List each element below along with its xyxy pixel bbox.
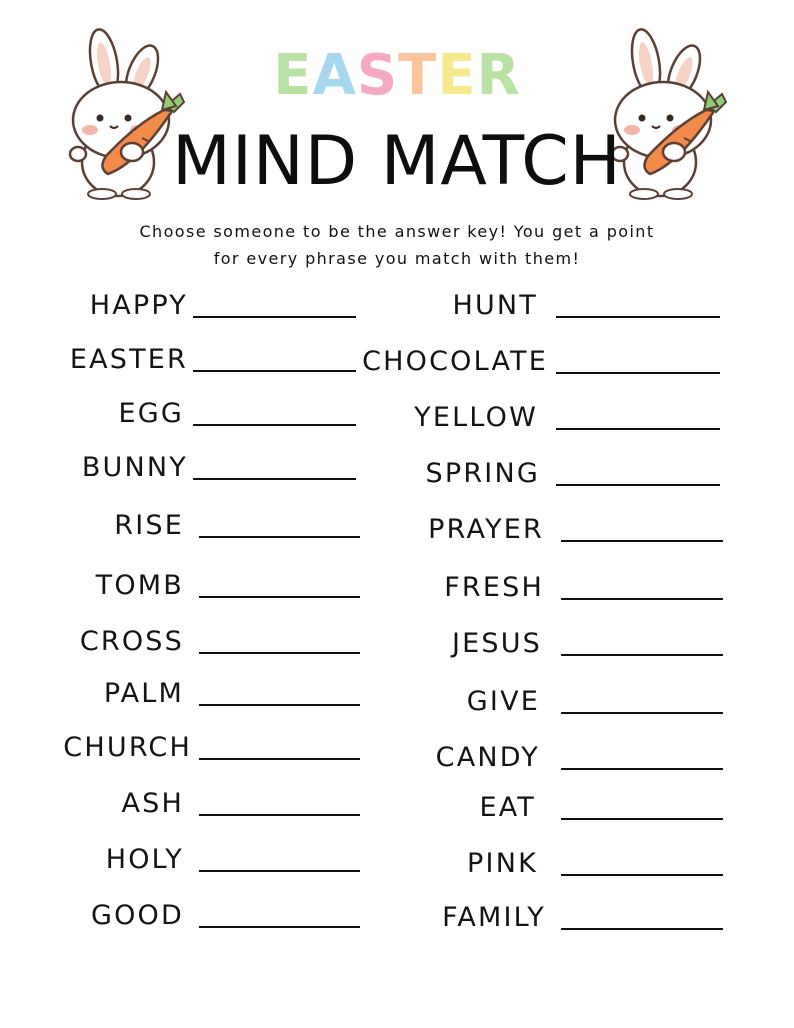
right-answer-blank[interactable] (556, 484, 720, 486)
left-answer-blank[interactable] (199, 704, 360, 706)
right-word: FAMILY (442, 902, 546, 933)
right-word: SPRING (425, 458, 540, 489)
left-word: RISE (114, 510, 184, 541)
left-word: PALM (103, 678, 184, 709)
left-answer-blank[interactable] (193, 424, 356, 426)
right-word: FRESH (444, 572, 544, 603)
right-answer-blank[interactable] (561, 540, 723, 542)
left-answer-blank[interactable] (199, 596, 360, 598)
easter-letter: S (356, 43, 399, 108)
left-word: ASH (121, 788, 184, 819)
right-answer-blank[interactable] (556, 372, 720, 374)
page-title: MIND MATCH (172, 122, 622, 201)
instructions-line-2: for every phrase you match with them! (213, 249, 581, 268)
right-answer-blank[interactable] (561, 654, 723, 656)
easter-letter: A (312, 43, 357, 108)
left-answer-blank[interactable] (193, 478, 356, 480)
instructions (0, 218, 794, 272)
easter-letter: E (437, 43, 477, 108)
right-word: GIVE (466, 686, 540, 717)
right-word: PINK (467, 848, 538, 879)
left-word: EASTER (69, 344, 188, 375)
right-answer-blank[interactable] (556, 428, 720, 430)
left-word: CROSS (79, 626, 184, 657)
left-answer-blank[interactable] (199, 758, 360, 760)
left-word: HOLY (105, 844, 184, 875)
right-word: CHOCOLATE (362, 346, 548, 377)
left-answer-blank[interactable] (199, 926, 360, 928)
instructions-line-1: Choose someone to be the answer key! You get a point (139, 222, 655, 241)
right-answer-blank[interactable] (561, 874, 723, 876)
left-word: TOMB (95, 570, 184, 601)
left-word: EGG (118, 398, 184, 429)
left-answer-blank[interactable] (199, 814, 360, 816)
right-answer-blank[interactable] (561, 712, 723, 714)
right-answer-blank[interactable] (561, 818, 723, 820)
right-word: YELLOW (414, 402, 538, 433)
right-word: EAT (479, 792, 536, 823)
left-answer-blank[interactable] (193, 316, 356, 318)
right-answer-blank[interactable] (561, 768, 723, 770)
left-answer-blank[interactable] (193, 370, 356, 372)
right-answer-blank[interactable] (561, 928, 723, 930)
right-word: JESUS (451, 628, 542, 659)
left-answer-blank[interactable] (199, 870, 360, 872)
easter-letter: R (476, 43, 521, 108)
right-word: PRAYER (428, 514, 544, 545)
left-answer-blank[interactable] (199, 652, 360, 654)
easter-title (0, 44, 794, 108)
right-answer-blank[interactable] (556, 316, 720, 318)
right-word: CANDY (435, 742, 540, 773)
left-word: HAPPY (89, 290, 188, 321)
easter-letter: E (273, 43, 313, 108)
right-word: HUNT (452, 290, 538, 321)
right-answer-blank[interactable] (561, 598, 723, 600)
left-word: GOOD (90, 900, 184, 931)
left-word: BUNNY (81, 452, 188, 483)
left-word: CHURCH (63, 732, 192, 763)
left-answer-blank[interactable] (199, 536, 360, 538)
easter-letter: T (398, 43, 438, 108)
